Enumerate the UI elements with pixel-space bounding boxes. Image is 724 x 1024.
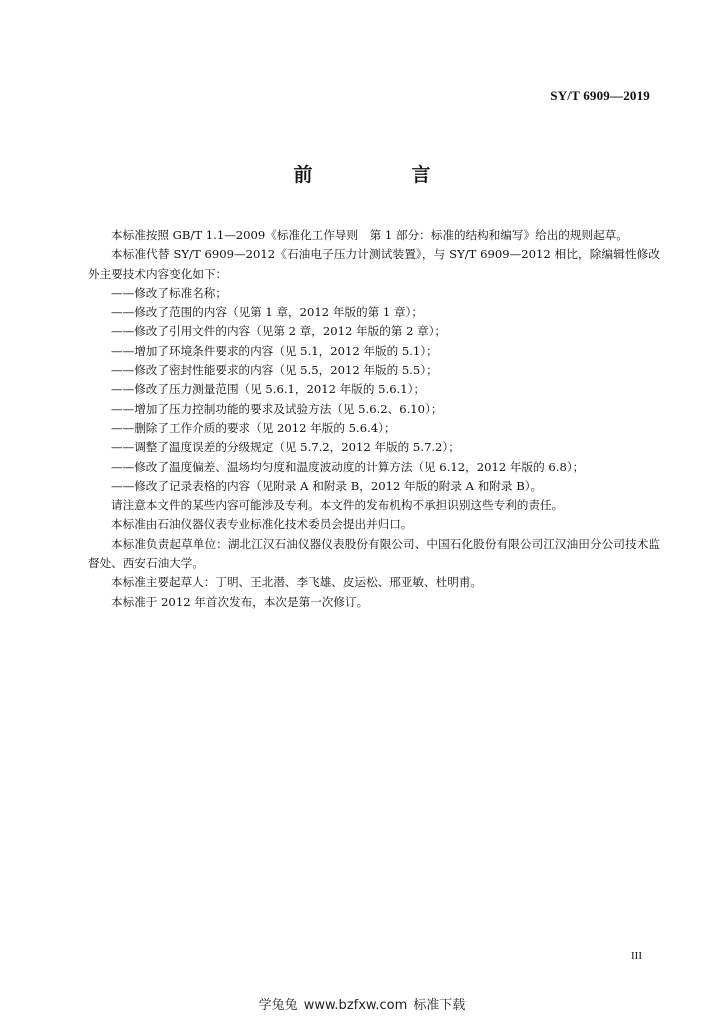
paragraph-replacement: 本标准代替 SY/T 6909—2012《石油电子压力计测试装置》，与 SY/T 6909—2012 相比，除编辑性修改外主要技术内容变化如下： bbox=[88, 247, 660, 281]
paragraph-drafters: 本标准主要起草人：丁明、王北潜、李飞雄、皮运松、邢亚敏、杜明甫。 bbox=[111, 575, 483, 590]
change-item: ——增加了环境条件要求的内容（见 5.1，2012 年版的 5.1）； bbox=[111, 343, 438, 358]
watermark-text: 学兔兔 www.bzfxw.com 标准下载 bbox=[258, 998, 466, 1013]
change-item: ——调整了温度误差的分级规定（见 5.7.2，2012 年版的 5.7.2）； bbox=[111, 440, 460, 455]
change-item: ——修改了范围的内容（见第 1 章，2012 年版的第 1 章）； bbox=[111, 305, 423, 320]
change-item: ——修改了压力测量范围（见 5.6.1，2012 年版的 5.6.1）； bbox=[111, 382, 426, 397]
change-item: ——修改了密封性能要求的内容（见 5.5，2012 年版的 5.5）； bbox=[111, 363, 438, 378]
change-item: ——增加了压力控制功能的要求及试验方法（见 5.6.2、6.10）； bbox=[111, 401, 443, 416]
paragraph-patent-notice: 请注意本文件的某些内容可能涉及专利。本文件的发布机构不承担识别这些专利的责任。 bbox=[111, 498, 564, 513]
paragraph-drafting-rules: 本标准按照 GB/T 1.1—2009《标准化工作导则 第 1 部分：标准的结构和编写》给出的规则起草。 bbox=[111, 228, 628, 242]
paragraph-history: 本标准于 2012 年首次发布，本次是第一次修订。 bbox=[111, 594, 369, 609]
paragraph-drafting-units: 本标准负责起草单位：湖北江汉石油仪器仪表股份有限公司、中国石化股份有限公司江汉油田分公司技术监督处、西安石油大学。 bbox=[88, 536, 660, 571]
page-number: III bbox=[631, 950, 642, 962]
foreword-content bbox=[88, 226, 660, 612]
page-title: 前 言 bbox=[293, 164, 471, 186]
change-item: ——修改了温度偏差、温场均匀度和温度波动度的计算方法（见 6.12，2012 年版的 6.8）； bbox=[111, 459, 585, 474]
change-item: ——修改了引用文件的内容（见第 2 章，2012 年版的第 2 章）； bbox=[111, 324, 447, 339]
change-item: ——修改了标准名称； bbox=[111, 285, 227, 300]
change-item: ——修改了记录表格的内容（见附录 A 和附录 B，2012 年版的附录 A 和附录 B）。 bbox=[111, 478, 543, 493]
change-item: ——删除了工作介质的要求（见 2012 年版的 5.6.4）； bbox=[111, 420, 396, 435]
changes-list bbox=[88, 284, 660, 496]
paragraph-proposer: 本标准由石油仪器仪表专业标准化技术委员会提出并归口。 bbox=[111, 517, 413, 532]
standard-code: SY/T 6909—2019 bbox=[550, 88, 650, 103]
